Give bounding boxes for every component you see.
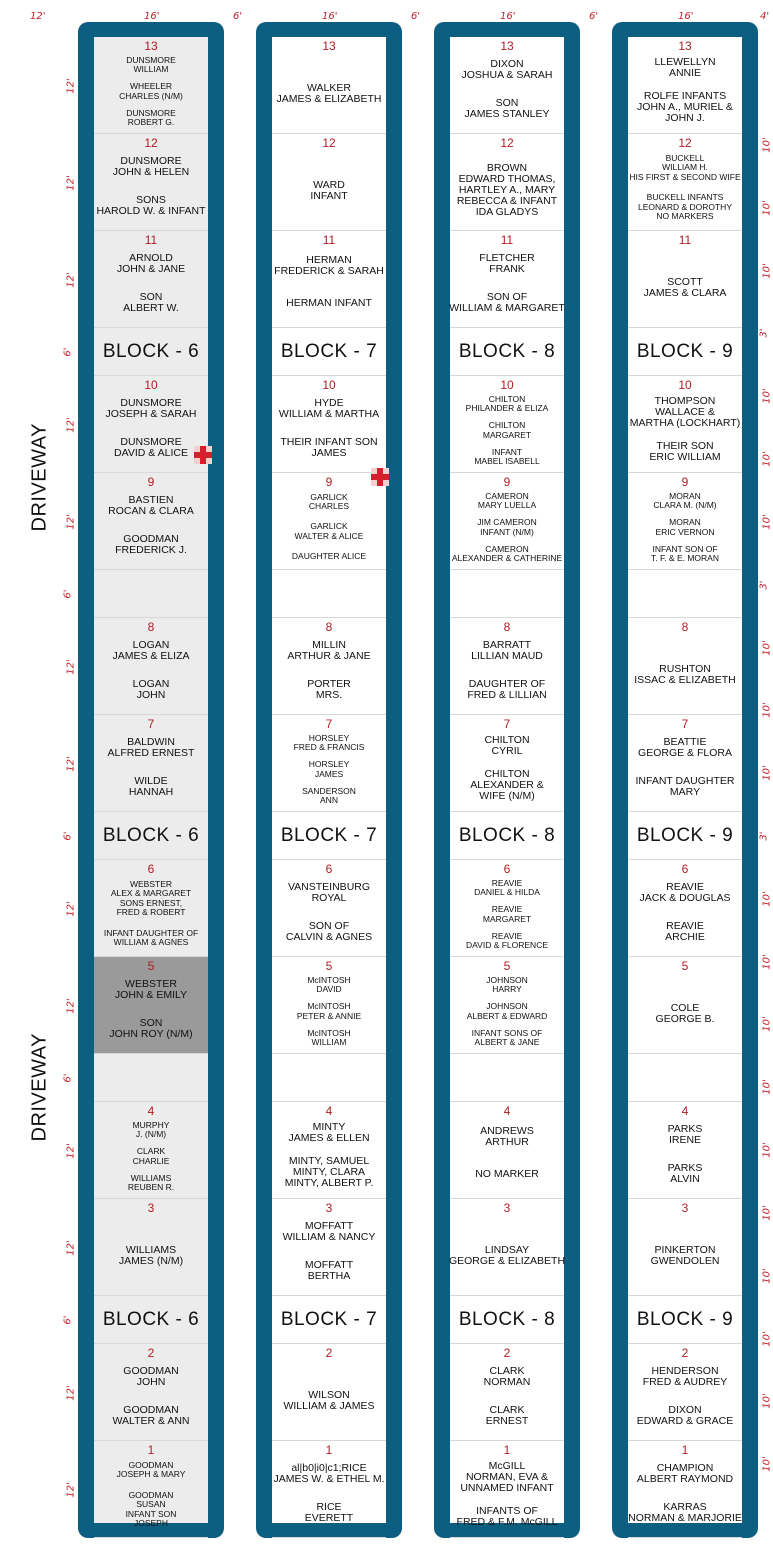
map-marker-icon[interactable]	[194, 446, 212, 464]
right-dim: 10'	[761, 262, 773, 279]
interment-entry: FLETCHER FRANK	[479, 251, 535, 275]
right-dim: 10'	[761, 891, 773, 907]
plot-2[interactable]	[272, 1344, 386, 1441]
plot-number: 7	[681, 717, 689, 731]
interment-entry: GOODMAN JOHN	[123, 1364, 179, 1388]
plot-number: 12	[144, 136, 158, 150]
top-dim-4: 6'	[411, 11, 421, 22]
interment-entry: DUNSMORE WILLIAM	[126, 54, 176, 75]
plot-number: 11	[678, 233, 692, 247]
interment-entry: REAVIE DAVID & FLORENCE	[465, 930, 549, 951]
right-dim: 10'	[761, 1142, 773, 1158]
plot-number: 5	[681, 959, 689, 973]
plot-gap	[272, 1054, 386, 1102]
plot-10[interactable]	[628, 376, 742, 473]
interment-entry: RUSHTON ISSAC & ELIZABETH	[634, 662, 736, 686]
plot-number: 9	[147, 475, 155, 489]
right-dim: 10'	[761, 1456, 773, 1472]
driveway-label-top: DRIVEWAY	[28, 423, 51, 532]
left-dim: 12'	[65, 77, 77, 94]
plot-8[interactable]	[272, 618, 386, 715]
left-dim: 12'	[65, 1142, 77, 1159]
interment-entry: WHEELER CHARLES (N/M)	[119, 81, 183, 101]
left-dim: 12'	[65, 1384, 77, 1401]
interment-entry: SCOTT JAMES & CLARA	[643, 275, 727, 299]
plot-6[interactable]	[272, 860, 386, 957]
interment-entry: ROLFE INFANTS JOHN A., MURIEL & JOHN J.	[637, 89, 733, 124]
plot-number: 7	[503, 717, 511, 731]
plot-gap	[94, 1054, 208, 1102]
plot-number: 3	[147, 1201, 155, 1215]
top-dim-7: 16'	[678, 11, 694, 22]
plot-number: 8	[503, 620, 511, 634]
plot-9[interactable]	[94, 473, 208, 570]
plot-number: 12	[678, 136, 692, 150]
interment-entry: CHILTON ALEXANDER & WIFE (N/M)	[470, 767, 544, 802]
interment-entry: PORTER MRS.	[307, 677, 351, 701]
interment-entry: SANDERSON ANN	[302, 785, 356, 806]
plot-number: 13	[322, 39, 336, 53]
interment-entry: LOGAN JAMES & ELIZA	[112, 638, 190, 662]
plot-9[interactable]	[628, 473, 742, 570]
plot-number: 1	[325, 1443, 333, 1457]
right-dim: 10'	[761, 514, 773, 530]
block-label: BLOCK - 9	[628, 1296, 742, 1344]
plot-number: 7	[325, 717, 333, 731]
plot-3[interactable]	[450, 1199, 564, 1296]
right-dim: 10'	[761, 137, 773, 153]
plot-number: 4	[325, 1104, 333, 1118]
interment-entry: JOHNSON ALBERT & EDWARD	[466, 1001, 548, 1021]
plot-number: 1	[503, 1443, 511, 1457]
plot-13[interactable]	[272, 37, 386, 134]
plot-number: 13	[500, 39, 514, 53]
block-9-plots	[628, 37, 742, 1523]
plot-7[interactable]	[94, 715, 208, 812]
interment-entry: DAUGHTER ALICE	[291, 550, 367, 561]
top-dim-1: 16'	[144, 11, 160, 22]
plot-5[interactable]	[94, 957, 208, 1054]
plot-8[interactable]	[628, 618, 742, 715]
plot-3[interactable]	[94, 1199, 208, 1296]
left-dim: 12'	[65, 1239, 77, 1256]
block-label: BLOCK - 7	[272, 812, 386, 860]
plot-number: 4	[503, 1104, 511, 1118]
plot-11[interactable]	[272, 231, 386, 328]
interment-entry: al|b0|i0|c1;RICE JAMES W. & ETHEL M.	[273, 1461, 385, 1485]
plot-number: 9	[681, 475, 689, 489]
plot-number: 5	[325, 959, 333, 973]
right-dim: 10'	[761, 1205, 773, 1221]
left-dim: 12'	[65, 416, 77, 433]
plot-number: 11	[322, 233, 336, 247]
interment-entry: ANDREWS ARTHUR	[480, 1124, 534, 1148]
plot-2[interactable]	[94, 1344, 208, 1441]
plot-number: 2	[503, 1346, 511, 1360]
plot-6[interactable]	[94, 860, 208, 957]
plot-number: 1	[147, 1443, 155, 1457]
interment-entry: WILLIAMS REUBEN R.	[127, 1172, 175, 1193]
plot-2[interactable]	[450, 1344, 564, 1441]
interment-entry: HYDE WILLIAM & MARTHA	[278, 396, 380, 420]
plot-number: 4	[147, 1104, 155, 1118]
plot-10[interactable]	[272, 376, 386, 473]
left-dim: 6'	[62, 347, 74, 357]
plot-number: 6	[147, 862, 155, 876]
block-label: BLOCK - 7	[272, 328, 386, 376]
right-dim: 3'	[758, 831, 770, 841]
interment-entry: GOODMAN WALTER & ANN	[112, 1403, 190, 1427]
interment-entry: WILSON WILLIAM & JAMES	[283, 1388, 375, 1412]
right-dim: 10'	[761, 765, 773, 781]
interment-entry: McINTOSH WILLIAM	[307, 1027, 351, 1048]
interment-entry: DIXON JOSHUA & SARAH	[461, 57, 553, 81]
right-dim: 3'	[758, 580, 770, 590]
left-dim: 12'	[65, 174, 77, 191]
right-dim: 10'	[761, 1267, 773, 1284]
plot-number: 9	[325, 475, 333, 489]
left-dim: 12'	[65, 997, 77, 1014]
interment-entry: GOODMAN FREDERICK J.	[115, 532, 187, 556]
interment-entry: BARRATT LILLIAN MAUD	[471, 638, 543, 662]
interment-entry: McINTOSH PETER & ANNIE	[296, 1001, 362, 1021]
interment-entry: NO MARKER	[475, 1168, 539, 1181]
interment-entry: REAVIE ARCHIE	[665, 919, 705, 943]
interment-entry: ARNOLD JOHN & JANE	[116, 251, 186, 275]
plot-number: 9	[503, 475, 511, 489]
interment-entry: COLE GEORGE B.	[655, 1001, 715, 1025]
plot-6[interactable]	[628, 860, 742, 957]
interment-entry: WEBSTER ALEX & MARGARET SONS ERNEST, FRED & ROBERT	[110, 878, 192, 918]
block-label: BLOCK - 7	[272, 1296, 386, 1344]
plot-number: 2	[147, 1346, 155, 1360]
interment-entry: CAMERON MARY LUELLA	[477, 490, 537, 511]
block-8	[434, 22, 580, 1538]
interment-entry: BASTIEN ROCAN & CLARA	[108, 493, 194, 517]
interment-entry: DUNSMORE JOSEPH & SARAH	[105, 396, 197, 420]
plot-number: 10	[322, 378, 336, 392]
interment-entry: THOMPSON WALLACE & MARTHA (LOCKHART)	[629, 395, 741, 430]
plot-number: 1	[681, 1443, 689, 1457]
interment-entry: RICE EVERETT	[304, 1500, 354, 1524]
interment-entry: PARKS ALVIN	[667, 1161, 703, 1185]
top-dim-3: 16'	[322, 11, 338, 22]
right-dim: 10'	[761, 639, 773, 656]
interment-entry: HERMAN FREDERICK & SARAH	[274, 253, 384, 277]
block-label: BLOCK - 8	[450, 812, 564, 860]
plot-9[interactable]	[272, 473, 386, 570]
plot-8[interactable]	[450, 618, 564, 715]
plot-gap	[94, 570, 208, 618]
block-8-plots	[448, 37, 566, 1528]
interment-entry: DUNSMORE JOHN & HELEN	[112, 154, 190, 178]
plot-6[interactable]	[450, 860, 564, 957]
interment-entry: MOFFATT WILLIAM & NANCY	[282, 1219, 376, 1243]
block-7	[256, 22, 402, 1538]
plot-1[interactable]	[272, 1441, 386, 1538]
interment-entry: MOFFATT BERTHA	[304, 1258, 354, 1282]
map-marker-icon[interactable]	[371, 468, 389, 486]
interment-entry: BUCKELL WILLIAM H. HIS FIRST & SECOND WIFE	[629, 152, 741, 182]
interment-entry: INFANT MABEL ISABELL	[474, 446, 540, 467]
interment-entry: SON ALBERT W.	[123, 290, 179, 314]
interment-entry: LLEWELLYN ANNIE	[654, 56, 716, 80]
interment-entry: MINTY JAMES & ELLEN	[288, 1121, 370, 1145]
plot-11[interactable]	[628, 231, 742, 328]
plot-number: 2	[325, 1346, 333, 1360]
plot-1[interactable]	[628, 1441, 742, 1538]
plot-number: 4	[681, 1104, 689, 1118]
interment-entry: GOODMAN JOSEPH & MARY	[116, 1459, 186, 1480]
plot-number: 6	[325, 862, 333, 876]
plot-number: 12	[500, 136, 514, 150]
top-dim-8: 4'	[760, 11, 770, 22]
block-label: BLOCK - 6	[94, 812, 208, 860]
interment-entry: MORAN ERIC VERNON	[655, 517, 715, 537]
block-9	[612, 22, 758, 1538]
right-dim: 10'	[761, 1016, 773, 1033]
interment-entry: CHILTON MARGARET	[482, 420, 532, 440]
top-dim-0: 12'	[30, 11, 46, 22]
interment-entry: MURPHY J. (N/M)	[132, 1119, 170, 1140]
plot-number: 6	[503, 862, 511, 876]
plot-number: 8	[681, 620, 689, 634]
interment-entry: BEATTIE GEORGE & FLORA	[638, 735, 732, 759]
interment-entry: REAVIE DANIEL & HILDA	[474, 877, 540, 898]
interment-entry: REAVIE MARGARET	[482, 904, 532, 924]
right-dim: 10'	[761, 388, 773, 405]
interment-entry: CHILTON CYRIL	[484, 734, 530, 758]
left-dim: 12'	[65, 900, 77, 917]
plot-12[interactable]	[94, 134, 208, 231]
left-dim: 12'	[65, 658, 77, 675]
interment-entry: CLARK ERNEST	[485, 1403, 529, 1427]
interment-entry: SON JAMES STANLEY	[464, 96, 550, 120]
interment-entry: LOGAN JOHN	[132, 677, 170, 701]
interment-entry: CLARK NORMAN	[483, 1364, 531, 1388]
interment-entry: BALDWIN ALFRED ERNEST	[107, 735, 195, 759]
plot-7[interactable]	[450, 715, 564, 812]
plot-5[interactable]	[450, 957, 564, 1054]
left-dim: 6'	[62, 831, 74, 841]
plot-10[interactable]	[450, 376, 564, 473]
interment-entry: WILLIAMS JAMES (N/M)	[118, 1243, 184, 1267]
block-7-plots	[272, 37, 386, 1523]
top-dim-6: 6'	[589, 11, 599, 22]
plot-4[interactable]	[272, 1102, 386, 1199]
interment-entry: DUNSMORE ROBERT G.	[126, 107, 176, 128]
plot-number: 13	[144, 39, 158, 53]
plot-12[interactable]	[628, 134, 742, 231]
plot-13[interactable]	[94, 37, 208, 134]
driveway-label-bottom: DRIVEWAY	[28, 1033, 51, 1142]
interment-entry: SON OF CALVIN & AGNES	[285, 919, 373, 943]
interment-entry: THEIR INFANT SON JAMES	[280, 435, 378, 459]
plot-number: 10	[500, 378, 514, 392]
plot-number: 6	[681, 862, 689, 876]
plot-11[interactable]	[94, 231, 208, 328]
interment-entry: KARRAS NORMAN & MARJORIE	[628, 1500, 742, 1524]
interment-entry: INFANT SONS OF ALBERT & JANE	[471, 1027, 543, 1048]
plot-number: 3	[325, 1201, 333, 1215]
interment-entry: GARLICK WALTER & ALICE	[294, 521, 364, 541]
plot-number: 11	[500, 233, 514, 247]
block-label: BLOCK - 8	[450, 1296, 564, 1344]
interment-entry: VANSTEINBURG ROYAL	[287, 880, 371, 904]
interment-entry: PINKERTON GWENDOLEN	[650, 1243, 720, 1267]
right-dim: 10'	[761, 1079, 773, 1095]
plot-4[interactable]	[628, 1102, 742, 1199]
plot-number: 8	[147, 620, 155, 634]
interment-entry: SONS HAROLD W. & INFANT	[96, 193, 206, 217]
plot-number: 5	[503, 959, 511, 973]
interment-entry: MILLIN ARTHUR & JANE	[287, 638, 371, 662]
plot-gap	[450, 570, 564, 618]
interment-entry: THEIR SON ERIC WILLIAM	[649, 439, 721, 463]
left-dim: 12'	[65, 271, 77, 288]
plot-number: 2	[681, 1346, 689, 1360]
plot-4[interactable]	[94, 1102, 208, 1199]
interment-entry: BUCKELL INFANTS LEONARD & DOROTHY NO MARKERS	[638, 192, 732, 222]
plot-5[interactable]	[272, 957, 386, 1054]
plot-13[interactable]	[628, 37, 742, 134]
plot-number: 3	[681, 1201, 689, 1215]
right-dim: 10'	[761, 1393, 773, 1410]
plot-number: 5	[147, 959, 155, 973]
interment-entry: LINDSAY GEORGE & ELIZABETH	[448, 1243, 566, 1267]
interment-entry: PARKS IRENE	[667, 1122, 703, 1146]
block-6	[78, 22, 224, 1538]
plot-12[interactable]	[450, 134, 564, 231]
right-dim: 10'	[761, 1330, 773, 1347]
plot-3[interactable]	[628, 1199, 742, 1296]
plot-2[interactable]	[628, 1344, 742, 1441]
interment-entry: INFANT DAUGHTER MARY	[635, 774, 735, 798]
interment-entry: WARD INFANT	[310, 178, 348, 202]
block-label: BLOCK - 9	[628, 812, 742, 860]
interment-entry: CAMERON ALEXANDER & CATHERINE	[451, 543, 563, 564]
interment-entry: HORSLEY JAMES	[308, 759, 350, 779]
plot-gap	[450, 1054, 564, 1102]
interment-entry: CLARK CHARLIE	[132, 1146, 170, 1166]
right-dim: 3'	[758, 328, 770, 338]
interment-entry: BROWN EDWARD THOMAS, HARTLEY A., MARY REBECCA & INFANT IDA GLADYS	[456, 162, 558, 218]
interment-entry: WEBSTER JOHN & EMILY	[114, 977, 188, 1001]
interment-entry: SON OF WILLIAM & MARGARET	[449, 290, 565, 314]
plot-number: 7	[147, 717, 155, 731]
plot-number: 10	[144, 378, 158, 392]
left-dim: 6'	[62, 589, 74, 599]
plot-8[interactable]	[94, 618, 208, 715]
interment-entry: GARLICK CHARLES	[308, 491, 350, 512]
top-dim-5: 16'	[500, 11, 516, 22]
plot-13[interactable]	[450, 37, 564, 134]
top-dim-2: 6'	[233, 11, 243, 22]
block-label: BLOCK - 6	[94, 1296, 208, 1344]
block-label: BLOCK - 8	[450, 328, 564, 376]
interment-entry: DUNSMORE DAVID & ALICE	[114, 435, 188, 459]
interment-entry: HERMAN INFANT	[286, 297, 372, 310]
interment-entry: JIM CAMERON INFANT (N/M)	[477, 517, 537, 537]
plot-number: 12	[322, 136, 336, 150]
interment-entry: DIXON EDWARD & GRACE	[636, 1403, 734, 1427]
interment-entry: REAVIE JACK & DOUGLAS	[639, 880, 731, 904]
plot-5[interactable]	[628, 957, 742, 1054]
interment-entry: MORAN CLARA M. (N/M)	[653, 490, 717, 511]
plot-gap	[628, 1054, 742, 1102]
left-dim: 12'	[65, 1481, 77, 1498]
right-dim: 10'	[761, 451, 773, 467]
plot-number: 8	[325, 620, 333, 634]
interment-entry: HENDERSON FRED & AUDREY	[642, 1364, 728, 1388]
interment-entry: WALKER JAMES & ELIZABETH	[276, 81, 382, 105]
plot-4[interactable]	[450, 1102, 564, 1199]
plot-gap	[272, 570, 386, 618]
block-label: BLOCK - 9	[628, 328, 742, 376]
left-dim: 12'	[65, 755, 77, 772]
right-dim: 10'	[761, 702, 773, 719]
interment-entry: SON JOHN ROY (N/M)	[109, 1016, 193, 1040]
interment-entry: GOODMAN SUSAN INFANT SON JOSEPH	[125, 1489, 177, 1529]
interment-entry: McGILL NORMAN, EVA & UNNAMED INFANT	[460, 1460, 554, 1495]
plot-number: 10	[678, 378, 692, 392]
plot-1[interactable]	[94, 1441, 208, 1538]
plot-number: 13	[678, 39, 692, 53]
plot-3[interactable]	[272, 1199, 386, 1296]
left-dim: 6'	[62, 1315, 74, 1325]
interment-entry: INFANT SON OF T. F. & E. MORAN	[650, 543, 719, 564]
interment-entry: HORSLEY FRED & FRANCIS	[293, 732, 365, 753]
interment-entry: JOHNSON HARRY	[486, 974, 528, 995]
right-dim: 10'	[761, 200, 773, 216]
plot-1[interactable]	[450, 1441, 564, 1538]
plot-number: 3	[503, 1201, 511, 1215]
interment-entry: WILDE HANNAH	[128, 774, 174, 798]
interment-entry: CHILTON PHILANDER & ELIZA	[465, 393, 549, 414]
plot-11[interactable]	[450, 231, 564, 328]
plot-12[interactable]	[272, 134, 386, 231]
left-dim: 6'	[62, 1073, 74, 1083]
plot-10[interactable]	[94, 376, 208, 473]
block-6-plots	[94, 37, 208, 1529]
plot-7[interactable]	[272, 715, 386, 812]
interment-entry: MINTY, SAMUEL MINTY, CLARA MINTY, ALBERT P.	[284, 1154, 374, 1189]
left-dim: 12'	[65, 513, 77, 530]
right-dim: 10'	[761, 953, 773, 970]
plot-gap	[628, 570, 742, 618]
interment-entry: CHAMPION ALBERT RAYMOND	[636, 1461, 734, 1485]
plot-7[interactable]	[628, 715, 742, 812]
interment-entry: INFANTS OF FRED & F.M. McGILL	[456, 1504, 558, 1528]
interment-entry: McINTOSH DAVID	[307, 974, 351, 995]
plot-9[interactable]	[450, 473, 564, 570]
interment-entry: DAUGHTER OF FRED & LILLIAN	[467, 677, 547, 701]
plot-number: 11	[144, 233, 158, 247]
interment-entry: INFANT DAUGHTER OF WILLIAM & AGNES	[103, 927, 199, 948]
block-label: BLOCK - 6	[94, 328, 208, 376]
